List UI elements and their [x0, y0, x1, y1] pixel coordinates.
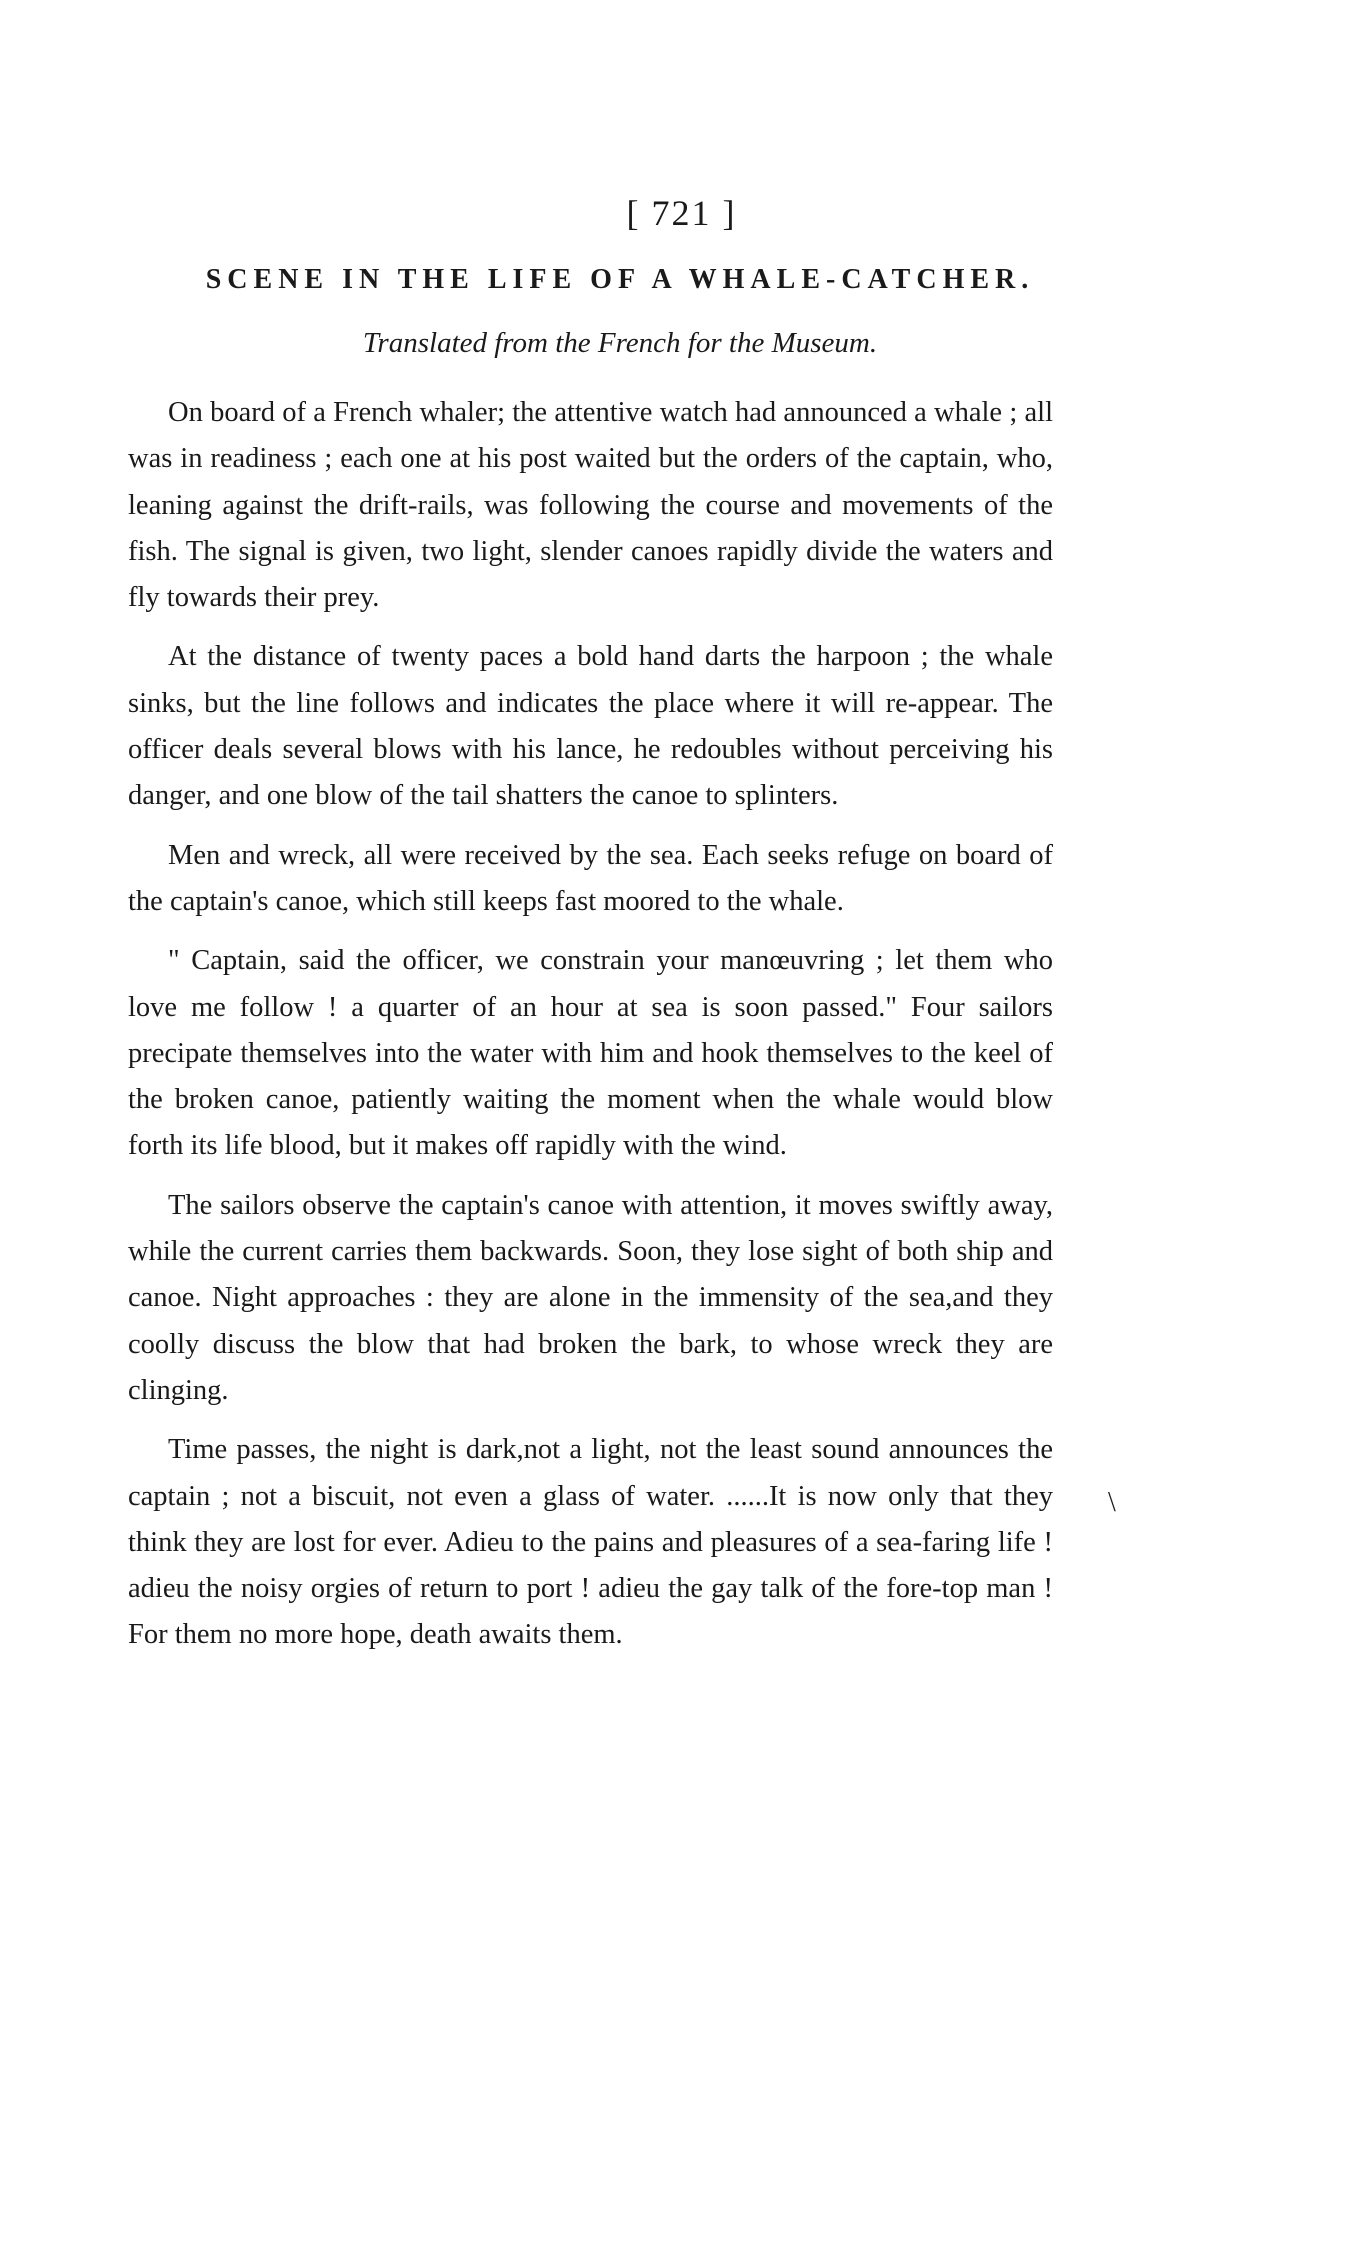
paragraph: At the distance of twenty paces a bold hand darts the harpoon ; the whale sinks, but the line follows and indicates the place where it will re-appear. The officer deals several blows with his lance, he redoubles without perceiving his danger, and one blow of the tail shatters the canoe to splinters. — [128, 641, 1053, 812]
article-body — [128, 390, 1053, 1672]
paragraph: " Captain, said the officer, we constrain your manœuvring ; let them who love me follow ! a quarter of an hour at sea is soon passed." Four sailors precipate themselves into the water with him and hook themselves to the keel of the broken canoe, patiently waiting the moment when the whale would blow forth its life blood, but it makes off rapidly with the wind. — [128, 945, 1053, 1162]
paragraph: On board of a French whaler; the attentive watch had announced a whale ; all was in readiness ; each one at his post waited but the orders of the captain, who, leaning against the drift-rails, was following the course and movements of the fish. The signal is given, two light, slender canoes rapidly divide the waters and fly towards their prey. — [128, 397, 1053, 614]
page-number: [ 721 ] — [626, 193, 737, 233]
margin-mark: \ — [1108, 1487, 1116, 1518]
paragraph: Time passes, the night is dark,not a light, not the least sound announces the captain ; not a biscuit, not even a glass of water. ......It is now only that they think they are lost for ever. Adieu to the pains and pleasures of a sea-faring life ! adieu the noisy orgies of return to port ! adieu the gay talk of the fore-top man ! For them no more hope, death awaits them. — [128, 1434, 1053, 1651]
article-subtitle: Translated from the French for the Museum. — [362, 327, 878, 359]
article-title: SCENE IN THE LIFE OF A WHALE-CATCHER. — [205, 264, 1035, 295]
paragraph: The sailors observe the captain's canoe with attention, it moves swiftly away, while the current carries them backwards. Soon, they lose sight of both ship and canoe. Night approaches : they are alone in the immensity of the sea,and they coolly discuss the blow that had broken the bark, to whose wreck they are clinging. — [128, 1189, 1053, 1406]
paragraph: Men and wreck, all were received by the sea. Each seeks refuge on board of the captain's canoe, which still keeps fast moored to the whale. — [128, 839, 1053, 917]
